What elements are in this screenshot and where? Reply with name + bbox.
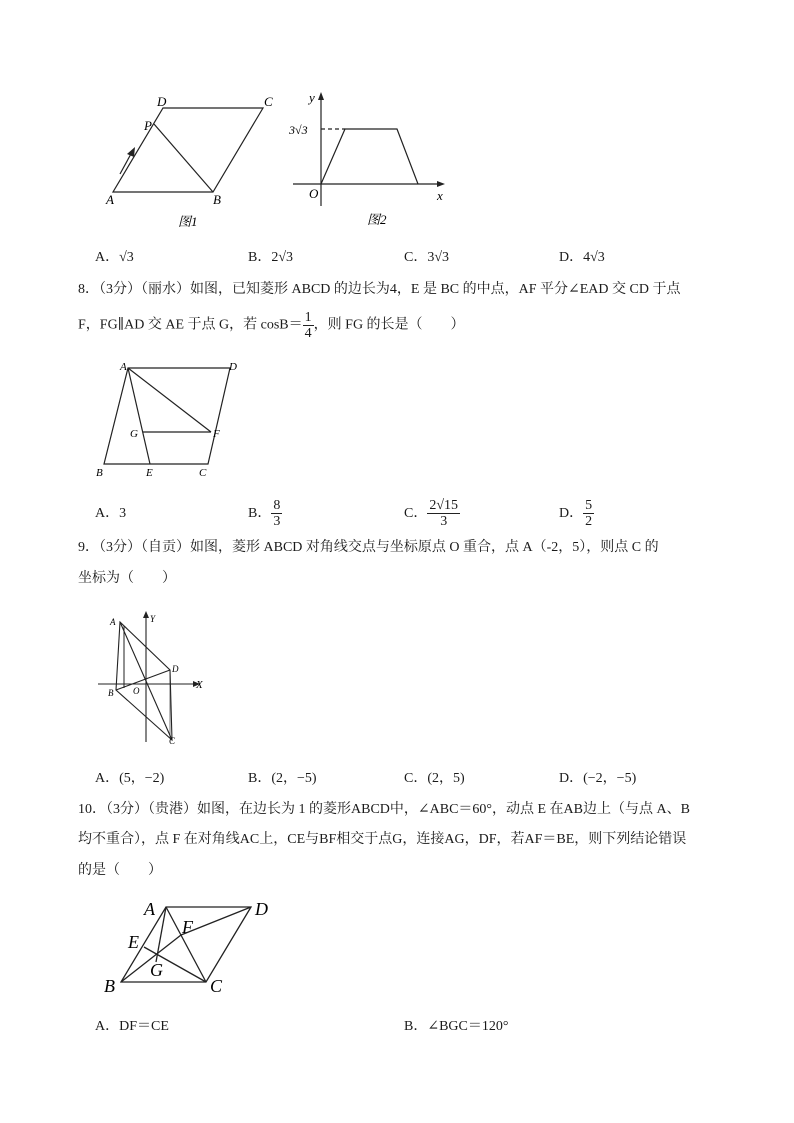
q7-option-a[interactable]: A．√3 <box>95 250 134 265</box>
origin-label: O <box>309 186 319 201</box>
label-G: G <box>150 960 163 980</box>
q9-option-c[interactable]: C．(2，5) <box>404 771 465 786</box>
label-D: D <box>255 899 268 919</box>
y-axis-label: y <box>309 90 315 105</box>
q7-figure-2 <box>285 88 455 230</box>
label-F: F <box>213 428 220 440</box>
q7-option-c[interactable]: C．3√3 <box>404 250 450 265</box>
x-axis-label: x <box>437 188 443 203</box>
caption-fig2: 图2 <box>367 212 387 227</box>
label-A: A <box>110 617 116 627</box>
q9-option-a[interactable]: A．(5，−2) <box>95 771 165 786</box>
label-O: O <box>133 686 140 696</box>
q8-option-d[interactable] <box>559 494 594 534</box>
q8-option-c-prefix: C． <box>404 506 428 521</box>
label-D: D <box>229 361 237 373</box>
caption-fig1: 图1 <box>178 214 198 229</box>
label-E: E <box>128 932 139 952</box>
q9-option-b[interactable]: B．(2，−5) <box>248 771 317 786</box>
q8-option-c[interactable] <box>404 494 460 534</box>
q10-stem-line1: 10．（3分）（贵港）如图，在边长为 1 的菱形ABCD中，∠ABC＝60°，动点 E 在AB边上（与点 A、B <box>78 802 690 817</box>
q7-option-d[interactable]: D．4√3 <box>559 250 605 265</box>
label-D: D <box>172 664 179 674</box>
q8-cos-denominator: 4 <box>304 326 312 341</box>
q10-figure <box>100 896 280 996</box>
label-C: C <box>169 736 176 746</box>
q8-option-a[interactable]: A．3 <box>95 506 127 521</box>
label-C: C <box>264 94 273 109</box>
q8-stem-line2 <box>78 310 465 350</box>
label-Y: Y <box>150 614 156 624</box>
label-B: B <box>96 467 103 479</box>
q8-option-b-prefix: B． <box>248 506 272 521</box>
label-A: A <box>106 192 114 207</box>
label-C: C <box>199 467 207 479</box>
rhombus-diagram-q10 <box>100 896 280 996</box>
label-A: A <box>144 899 155 919</box>
label-X: X <box>196 679 203 691</box>
label-P: P <box>144 118 152 133</box>
q7-option-b[interactable]: B．2√3 <box>248 250 294 265</box>
rhombus-diagram-fig1 <box>100 90 280 230</box>
label-B: B <box>108 688 114 698</box>
q9-figure <box>96 608 214 748</box>
q8-figure <box>90 358 250 482</box>
label-C: C <box>210 976 223 996</box>
q10-stem-line3: 的是（ ） <box>78 863 162 878</box>
q10-stem-line2: 均不重合），点 F 在对角线AC上，CE与BF相交于点G，连接AG，DF，若AF＝BE，则下列结论错误 <box>78 832 687 847</box>
q10-option-b[interactable]: B．∠BGC＝120° <box>404 1019 509 1034</box>
q8-option-b-den: 3 <box>273 514 281 530</box>
rhombus-diagram-q8 <box>90 358 250 482</box>
label-E: E <box>146 467 153 479</box>
label-B: B <box>104 976 115 996</box>
label-G: G <box>130 428 138 440</box>
q7-figure-1 <box>100 90 280 230</box>
q8-option-c-fraction <box>427 498 460 529</box>
q9-stem-line1: 9．（3分）（自贡）如图，菱形 ABCD 对角线交点与坐标原点 O 重合，点 A（-2，5），则点 C 的 <box>78 540 659 555</box>
q8-option-b[interactable] <box>248 494 282 534</box>
q10-option-a[interactable]: A．DF＝CE <box>95 1019 169 1034</box>
q8-option-d-den: 2 <box>585 514 593 530</box>
label-A: A <box>120 361 127 373</box>
q8-stem-line1: 8．（3分）（丽水）如图，已知菱形 ABCD 的边长为4，E 是 BC 的中点，AF 平分∠EAD 交 CD 于点 <box>78 282 681 297</box>
q8-option-d-fraction <box>583 498 594 529</box>
q8-cos-numerator: 1 <box>304 310 312 325</box>
label-B: B <box>213 192 221 207</box>
trapezoid-graph-fig2 <box>285 88 455 230</box>
q8-option-b-fraction <box>271 498 282 529</box>
q8-option-c-den: 3 <box>440 514 448 530</box>
label-F: F <box>182 917 193 937</box>
q8-stem-text-b: ，则 FG 的长是（ ） <box>313 317 465 333</box>
y-tick-label: 3√3 <box>289 123 308 137</box>
q8-cos-fraction <box>303 310 314 341</box>
q8-option-d-num: 5 <box>585 498 593 514</box>
q8-option-b-num: 8 <box>273 498 281 514</box>
coordinate-rhombus-q9 <box>96 608 214 748</box>
label-D: D <box>157 94 167 109</box>
q8-stem-text-a: F，FG∥AD 交 AE 于点 G，若 cosB＝ <box>78 317 303 333</box>
q9-stem-line2: 坐标为（ ） <box>78 571 176 586</box>
q8-option-d-prefix: D． <box>559 506 584 521</box>
q8-option-c-num: 2√15 <box>429 498 459 514</box>
q9-option-d[interactable]: D．(−2，−5) <box>559 771 637 786</box>
